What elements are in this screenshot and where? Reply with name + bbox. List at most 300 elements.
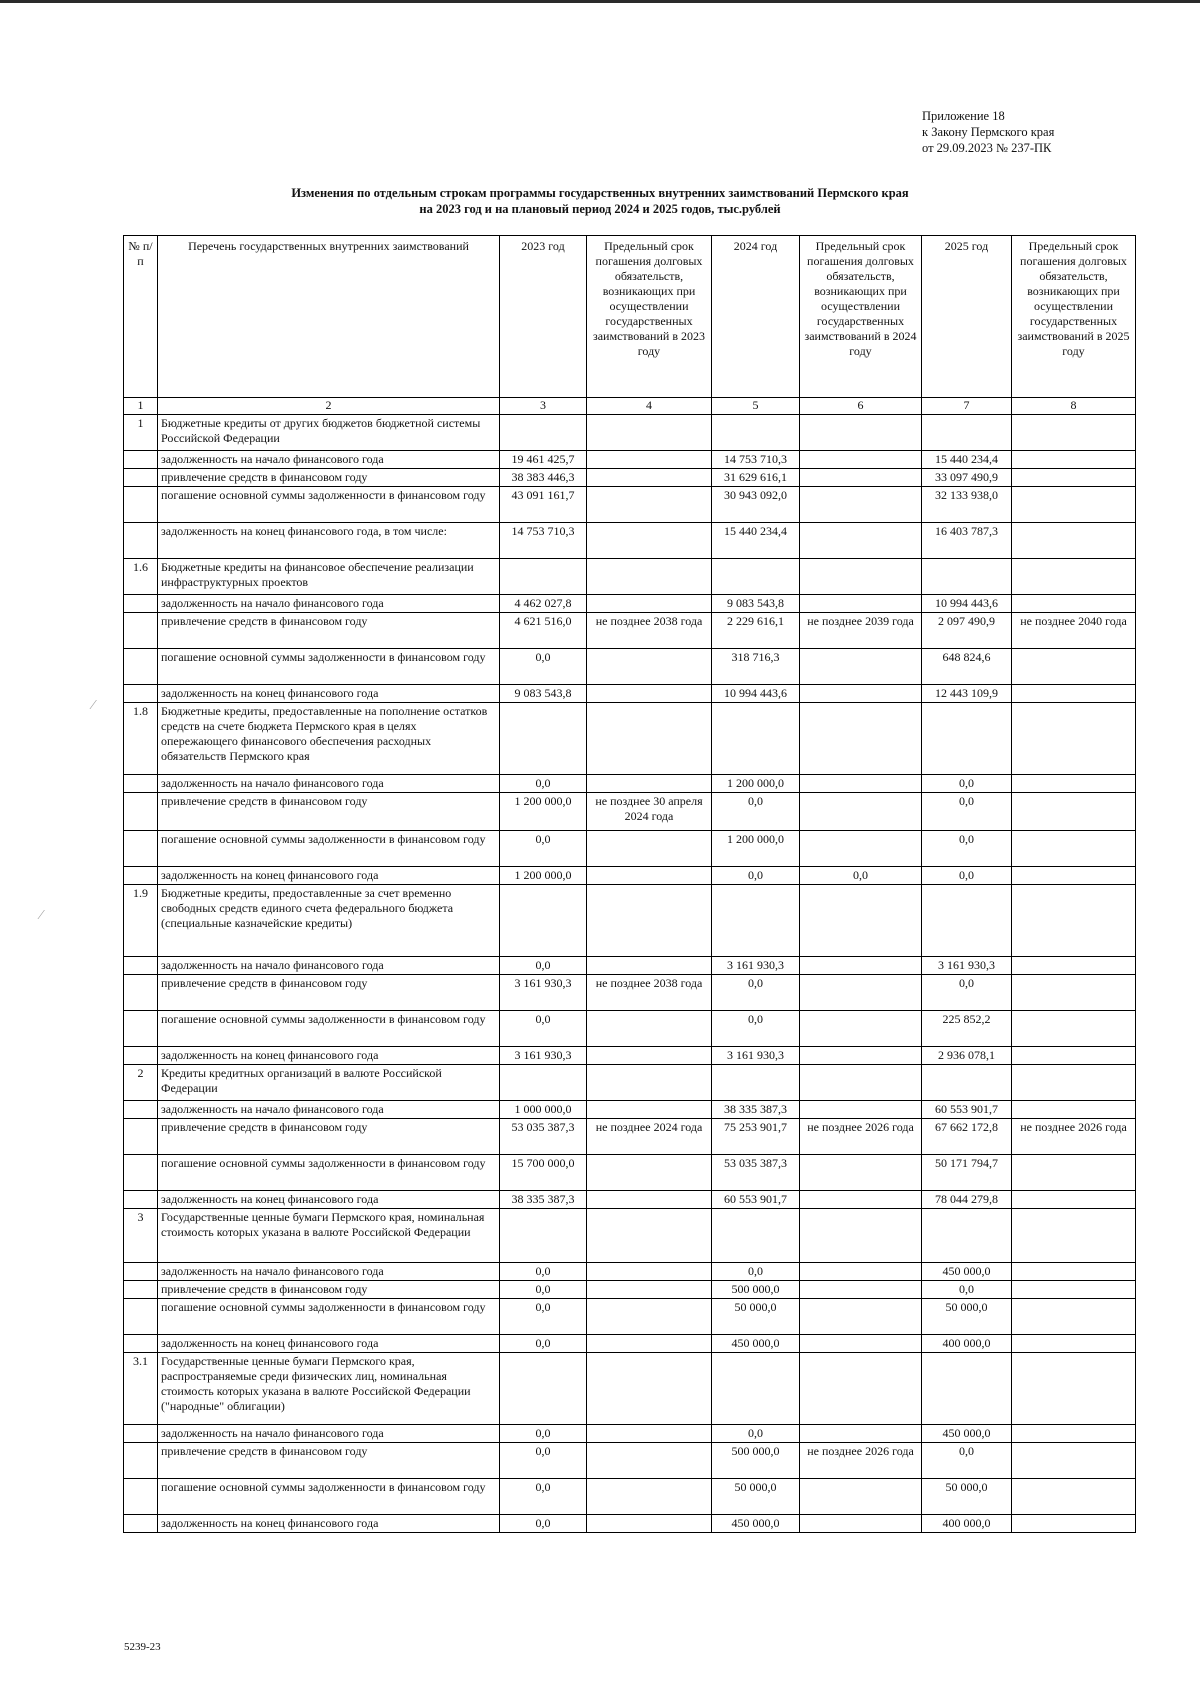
table-row: [124, 867, 1136, 885]
row-number: 1.8: [124, 703, 158, 775]
row-number: [124, 1479, 158, 1515]
value-2025: 78 044 279,8: [922, 1191, 1012, 1209]
column-number: 5: [712, 398, 800, 415]
table-row: [124, 469, 1136, 487]
value-2024: 318 716,3: [712, 649, 800, 685]
value-2025: 2 097 490,9: [922, 613, 1012, 649]
value-2024: 15 440 234,4: [712, 523, 800, 559]
value-2023: [500, 559, 587, 595]
table-row: [124, 775, 1136, 793]
value-2025: 67 662 172,8: [922, 1119, 1012, 1155]
value-2024: 10 994 443,6: [712, 685, 800, 703]
row-number: [124, 1335, 158, 1353]
term-2023: [587, 775, 712, 793]
row-label: задолженность на начало финансового года: [158, 1425, 500, 1443]
term-2023: [587, 1263, 712, 1281]
term-2025: [1012, 595, 1136, 613]
value-2023: 1 000 000,0: [500, 1101, 587, 1119]
row-label: привлечение средств в финансовом году: [158, 1119, 500, 1155]
value-2025: 50 171 794,7: [922, 1155, 1012, 1191]
value-2023: 9 083 543,8: [500, 685, 587, 703]
value-2023: 4 621 516,0: [500, 613, 587, 649]
value-2024: [712, 559, 800, 595]
row-number: [124, 1119, 158, 1155]
term-2025: [1012, 649, 1136, 685]
term-2025: [1012, 1281, 1136, 1299]
value-2024: 60 553 901,7: [712, 1191, 800, 1209]
value-2023: 0,0: [500, 1425, 587, 1443]
term-2023: [587, 451, 712, 469]
row-label: задолженность на начало финансового года: [158, 1263, 500, 1281]
document-title-line-2: на 2023 год и на плановый период 2024 и 2025 годов, тыс.рублей: [419, 202, 781, 216]
table-row: [124, 1191, 1136, 1209]
row-label: задолженность на начало финансового года: [158, 595, 500, 613]
document-title-line-1: Изменения по отдельным строкам программы государственных внутренних заимствований Пермского края: [291, 186, 909, 200]
value-2025: 0,0: [922, 793, 1012, 831]
row-number: [124, 1047, 158, 1065]
value-2025: 0,0: [922, 775, 1012, 793]
term-2025: [1012, 523, 1136, 559]
term-2023: [587, 1209, 712, 1263]
table-row: [124, 1011, 1136, 1047]
value-2023: 38 335 387,3: [500, 1191, 587, 1209]
column-number: 7: [922, 398, 1012, 415]
table-row: [124, 1119, 1136, 1155]
value-2024: 500 000,0: [712, 1443, 800, 1479]
document-code: 5239-23: [124, 1641, 161, 1653]
term-2024: [800, 1065, 922, 1101]
term-2023: не позднее 2038 года: [587, 613, 712, 649]
term-2023: [587, 1155, 712, 1191]
value-2025: 450 000,0: [922, 1263, 1012, 1281]
row-number: [124, 1299, 158, 1335]
table-body: [124, 415, 1136, 1533]
value-2023: 0,0: [500, 1479, 587, 1515]
value-2025: 15 440 234,4: [922, 451, 1012, 469]
term-2025: [1012, 685, 1136, 703]
term-2025: [1012, 1479, 1136, 1515]
value-2023: 0,0: [500, 1263, 587, 1281]
value-2023: 4 462 027,8: [500, 595, 587, 613]
term-2023: [587, 867, 712, 885]
term-2025: [1012, 1155, 1136, 1191]
term-2024: [800, 1191, 922, 1209]
term-2023: не позднее 2024 года: [587, 1119, 712, 1155]
table-row: [124, 1443, 1136, 1479]
value-2025: [922, 559, 1012, 595]
value-2023: 0,0: [500, 1515, 587, 1533]
term-2023: [587, 1443, 712, 1479]
value-2023: 1 200 000,0: [500, 793, 587, 831]
table-row: [124, 1047, 1136, 1065]
value-2025: [922, 415, 1012, 451]
term-2025: [1012, 1425, 1136, 1443]
table-row: [124, 1101, 1136, 1119]
table-row: [124, 523, 1136, 559]
column-number: 3: [500, 398, 587, 415]
value-2024: 14 753 710,3: [712, 451, 800, 469]
row-label: привлечение средств в финансовом году: [158, 793, 500, 831]
term-2023: [587, 957, 712, 975]
value-2024: [712, 1209, 800, 1263]
scan-artifact: ⁄: [40, 908, 43, 923]
term-2023: [587, 595, 712, 613]
term-2025: [1012, 1047, 1136, 1065]
table-row: [124, 595, 1136, 613]
term-2024: [800, 559, 922, 595]
term-2025: [1012, 831, 1136, 867]
value-2025: 50 000,0: [922, 1299, 1012, 1335]
row-label: Государственные ценные бумаги Пермского края, номинальная стоимость которых указана в валюте Российской Федерации: [158, 1209, 500, 1263]
value-2025: 0,0: [922, 975, 1012, 1011]
row-number: [124, 1101, 158, 1119]
row-number: [124, 613, 158, 649]
row-label: погашение основной суммы задолженности в финансовом году: [158, 487, 500, 523]
term-2024: [800, 1263, 922, 1281]
value-2025: 50 000,0: [922, 1479, 1012, 1515]
header-cell: Предельный срок погашения долговых обязательств, возникающих при осуществлении государственных заимствований в 2024 году: [800, 236, 922, 398]
term-2025: [1012, 957, 1136, 975]
appendix-line-1: Приложение 18: [922, 109, 1005, 123]
row-label: погашение основной суммы задолженности в финансовом году: [158, 649, 500, 685]
term-2025: [1012, 1263, 1136, 1281]
term-2025: [1012, 975, 1136, 1011]
term-2023: [587, 523, 712, 559]
row-number: [124, 957, 158, 975]
value-2023: 53 035 387,3: [500, 1119, 587, 1155]
term-2024: [800, 975, 922, 1011]
row-label: Кредиты кредитных организаций в валюте Российской Федерации: [158, 1065, 500, 1101]
row-number: [124, 1515, 158, 1533]
scan-top-edge: [0, 0, 1200, 3]
borrowings-table: [123, 235, 1136, 1533]
value-2023: [500, 415, 587, 451]
term-2023: [587, 1011, 712, 1047]
row-label: задолженность на конец финансового года: [158, 685, 500, 703]
header-cell: 2023 год: [500, 236, 587, 398]
row-number: [124, 685, 158, 703]
term-2024: [800, 1047, 922, 1065]
value-2023: 43 091 161,7: [500, 487, 587, 523]
term-2023: [587, 1281, 712, 1299]
value-2025: 3 161 930,3: [922, 957, 1012, 975]
value-2025: 32 133 938,0: [922, 487, 1012, 523]
value-2025: 450 000,0: [922, 1425, 1012, 1443]
term-2025: [1012, 1353, 1136, 1425]
term-2023: [587, 1479, 712, 1515]
appendix-line-2: к Закону Пермского края: [922, 125, 1055, 139]
table-row: [124, 975, 1136, 1011]
row-number: [124, 1155, 158, 1191]
row-label: задолженность на конец финансового года: [158, 1515, 500, 1533]
row-number: [124, 1191, 158, 1209]
value-2023: 0,0: [500, 649, 587, 685]
term-2025: [1012, 775, 1136, 793]
column-number: 8: [1012, 398, 1136, 415]
value-2023: 0,0: [500, 831, 587, 867]
term-2024: [800, 885, 922, 957]
term-2025: [1012, 885, 1136, 957]
value-2024: 75 253 901,7: [712, 1119, 800, 1155]
header-cell: Предельный срок погашения долговых обязательств, возникающих при осуществлении государственных заимствований в 2025 году: [1012, 236, 1136, 398]
term-2025: не позднее 2040 года: [1012, 613, 1136, 649]
table-row: [124, 1299, 1136, 1335]
value-2023: [500, 1353, 587, 1425]
term-2025: [1012, 793, 1136, 831]
header-cell: № п/п: [124, 236, 158, 398]
scan-artifact: ⁄: [92, 698, 95, 713]
row-number: 1.6: [124, 559, 158, 595]
term-2024: не позднее 2026 года: [800, 1443, 922, 1479]
value-2025: 400 000,0: [922, 1515, 1012, 1533]
table-header-row: [124, 236, 1136, 398]
term-2025: [1012, 867, 1136, 885]
row-number: [124, 469, 158, 487]
value-2023: 0,0: [500, 1281, 587, 1299]
value-2023: 0,0: [500, 1335, 587, 1353]
value-2025: 225 852,2: [922, 1011, 1012, 1047]
value-2025: 60 553 901,7: [922, 1101, 1012, 1119]
value-2024: 1 200 000,0: [712, 775, 800, 793]
term-2023: [587, 1047, 712, 1065]
table-row: [124, 487, 1136, 523]
value-2025: 400 000,0: [922, 1335, 1012, 1353]
value-2025: 0,0: [922, 1281, 1012, 1299]
term-2023: [587, 469, 712, 487]
table-row: [124, 649, 1136, 685]
term-2024: [800, 649, 922, 685]
value-2025: [922, 1065, 1012, 1101]
table-row: [124, 1425, 1136, 1443]
term-2024: не позднее 2026 года: [800, 1119, 922, 1155]
term-2023: [587, 885, 712, 957]
value-2024: 9 083 543,8: [712, 595, 800, 613]
value-2023: 1 200 000,0: [500, 867, 587, 885]
value-2023: 14 753 710,3: [500, 523, 587, 559]
value-2023: 38 383 446,3: [500, 469, 587, 487]
row-label: Государственные ценные бумаги Пермского края, распространяемые среди физических лиц, номинальная стоимость которых указана в валюте Российской Федерации ("народные" облигации): [158, 1353, 500, 1425]
term-2024: [800, 1155, 922, 1191]
term-2023: [587, 649, 712, 685]
value-2023: 0,0: [500, 1299, 587, 1335]
row-number: 3.1: [124, 1353, 158, 1425]
value-2024: 0,0: [712, 975, 800, 1011]
value-2025: [922, 1353, 1012, 1425]
value-2023: 0,0: [500, 1011, 587, 1047]
table-row: [124, 1335, 1136, 1353]
table-row: [124, 613, 1136, 649]
value-2024: 0,0: [712, 1263, 800, 1281]
term-2025: [1012, 1209, 1136, 1263]
value-2023: 3 161 930,3: [500, 1047, 587, 1065]
row-label: задолженность на конец финансового года: [158, 867, 500, 885]
term-2025: [1012, 1335, 1136, 1353]
term-2024: [800, 1011, 922, 1047]
term-2023: [587, 1335, 712, 1353]
value-2023: 0,0: [500, 1443, 587, 1479]
value-2024: 450 000,0: [712, 1335, 800, 1353]
value-2025: 16 403 787,3: [922, 523, 1012, 559]
value-2023: [500, 885, 587, 957]
row-number: [124, 523, 158, 559]
row-label: задолженность на начало финансового года: [158, 1101, 500, 1119]
term-2025: [1012, 1443, 1136, 1479]
row-number: [124, 487, 158, 523]
table-row: [124, 831, 1136, 867]
value-2024: [712, 1353, 800, 1425]
header-cell: Предельный срок погашения долговых обязательств, возникающих при осуществлении государственных заимствований в 2023 году: [587, 236, 712, 398]
table-row: [124, 1479, 1136, 1515]
value-2023: [500, 1065, 587, 1101]
row-label: привлечение средств в финансовом году: [158, 1281, 500, 1299]
value-2025: 33 097 490,9: [922, 469, 1012, 487]
term-2025: [1012, 1011, 1136, 1047]
value-2023: [500, 703, 587, 775]
value-2025: 0,0: [922, 831, 1012, 867]
row-number: 1: [124, 415, 158, 451]
term-2023: [587, 1515, 712, 1533]
value-2023: 19 461 425,7: [500, 451, 587, 469]
term-2023: [587, 831, 712, 867]
value-2025: 12 443 109,9: [922, 685, 1012, 703]
term-2024: [800, 451, 922, 469]
row-label: Бюджетные кредиты от других бюджетов бюджетной системы Российской Федерации: [158, 415, 500, 451]
value-2025: 0,0: [922, 1443, 1012, 1479]
value-2024: 31 629 616,1: [712, 469, 800, 487]
term-2024: [800, 685, 922, 703]
column-number: 1: [124, 398, 158, 415]
row-number: [124, 1443, 158, 1479]
appendix-line-3: от 29.09.2023 № 237-ПК: [922, 141, 1052, 155]
term-2025: [1012, 1191, 1136, 1209]
header-cell: Перечень государственных внутренних заимствований: [158, 236, 500, 398]
term-2024: [800, 469, 922, 487]
term-2025: [1012, 451, 1136, 469]
section-row: [124, 1209, 1136, 1263]
value-2024: 3 161 930,3: [712, 957, 800, 975]
term-2024: [800, 957, 922, 975]
document-title: [180, 185, 1020, 217]
value-2024: 0,0: [712, 793, 800, 831]
term-2023: [587, 1353, 712, 1425]
term-2024: [800, 703, 922, 775]
row-number: [124, 1011, 158, 1047]
value-2025: [922, 703, 1012, 775]
value-2024: [712, 1065, 800, 1101]
row-number: [124, 775, 158, 793]
row-number: [124, 451, 158, 469]
value-2025: [922, 885, 1012, 957]
row-number: [124, 649, 158, 685]
term-2025: [1012, 469, 1136, 487]
row-number: [124, 831, 158, 867]
row-label: погашение основной суммы задолженности в финансовом году: [158, 1479, 500, 1515]
value-2024: 3 161 930,3: [712, 1047, 800, 1065]
term-2023: [587, 1191, 712, 1209]
table-row: [124, 1515, 1136, 1533]
term-2024: 0,0: [800, 867, 922, 885]
value-2024: 500 000,0: [712, 1281, 800, 1299]
term-2023: [587, 487, 712, 523]
row-label: задолженность на конец финансового года, в том числе:: [158, 523, 500, 559]
value-2024: [712, 703, 800, 775]
value-2024: 30 943 092,0: [712, 487, 800, 523]
row-number: [124, 793, 158, 831]
column-number: 6: [800, 398, 922, 415]
value-2024: 0,0: [712, 1425, 800, 1443]
term-2024: [800, 595, 922, 613]
term-2023: [587, 559, 712, 595]
term-2025: [1012, 559, 1136, 595]
term-2023: [587, 685, 712, 703]
row-label: привлечение средств в финансовом году: [158, 469, 500, 487]
section-row: [124, 1353, 1136, 1425]
column-number: 2: [158, 398, 500, 415]
row-number: 1.9: [124, 885, 158, 957]
table-row: [124, 1263, 1136, 1281]
section-row: [124, 885, 1136, 957]
column-number: 4: [587, 398, 712, 415]
term-2024: [800, 1299, 922, 1335]
term-2024: [800, 1515, 922, 1533]
value-2024: 50 000,0: [712, 1299, 800, 1335]
term-2025: [1012, 487, 1136, 523]
term-2024: [800, 1425, 922, 1443]
value-2024: 2 229 616,1: [712, 613, 800, 649]
row-label: погашение основной суммы задолженности в финансовом году: [158, 1011, 500, 1047]
section-row: [124, 415, 1136, 451]
row-label: задолженность на начало финансового года: [158, 957, 500, 975]
table-row: [124, 685, 1136, 703]
term-2023: [587, 415, 712, 451]
term-2023: не позднее 30 апреля 2024 года: [587, 793, 712, 831]
term-2023: [587, 1299, 712, 1335]
section-row: [124, 1065, 1136, 1101]
table-row: [124, 793, 1136, 831]
row-label: Бюджетные кредиты, предоставленные за счет временно свободных средств единого счета федерального бюджета (специальные казначейские кредиты): [158, 885, 500, 957]
term-2023: [587, 703, 712, 775]
term-2024: [800, 1209, 922, 1263]
value-2023: 15 700 000,0: [500, 1155, 587, 1191]
row-label: погашение основной суммы задолженности в финансовом году: [158, 831, 500, 867]
term-2025: [1012, 1101, 1136, 1119]
row-number: [124, 975, 158, 1011]
row-number: 2: [124, 1065, 158, 1101]
row-label: погашение основной суммы задолженности в финансовом году: [158, 1155, 500, 1191]
term-2025: не позднее 2026 года: [1012, 1119, 1136, 1155]
section-row: [124, 703, 1136, 775]
term-2024: [800, 1353, 922, 1425]
value-2024: 0,0: [712, 867, 800, 885]
row-label: погашение основной суммы задолженности в финансовом году: [158, 1299, 500, 1335]
term-2025: [1012, 1065, 1136, 1101]
term-2024: [800, 831, 922, 867]
value-2023: 3 161 930,3: [500, 975, 587, 1011]
row-label: привлечение средств в финансовом году: [158, 613, 500, 649]
row-label: задолженность на конец финансового года: [158, 1047, 500, 1065]
row-label: задолженность на конец финансового года: [158, 1191, 500, 1209]
value-2023: 0,0: [500, 775, 587, 793]
value-2025: 10 994 443,6: [922, 595, 1012, 613]
value-2024: 38 335 387,3: [712, 1101, 800, 1119]
table-row: [124, 957, 1136, 975]
appendix-reference: [922, 108, 1054, 156]
header-cell: 2024 год: [712, 236, 800, 398]
term-2023: не позднее 2038 года: [587, 975, 712, 1011]
table-row: [124, 451, 1136, 469]
row-number: [124, 1263, 158, 1281]
row-label: задолженность на конец финансового года: [158, 1335, 500, 1353]
